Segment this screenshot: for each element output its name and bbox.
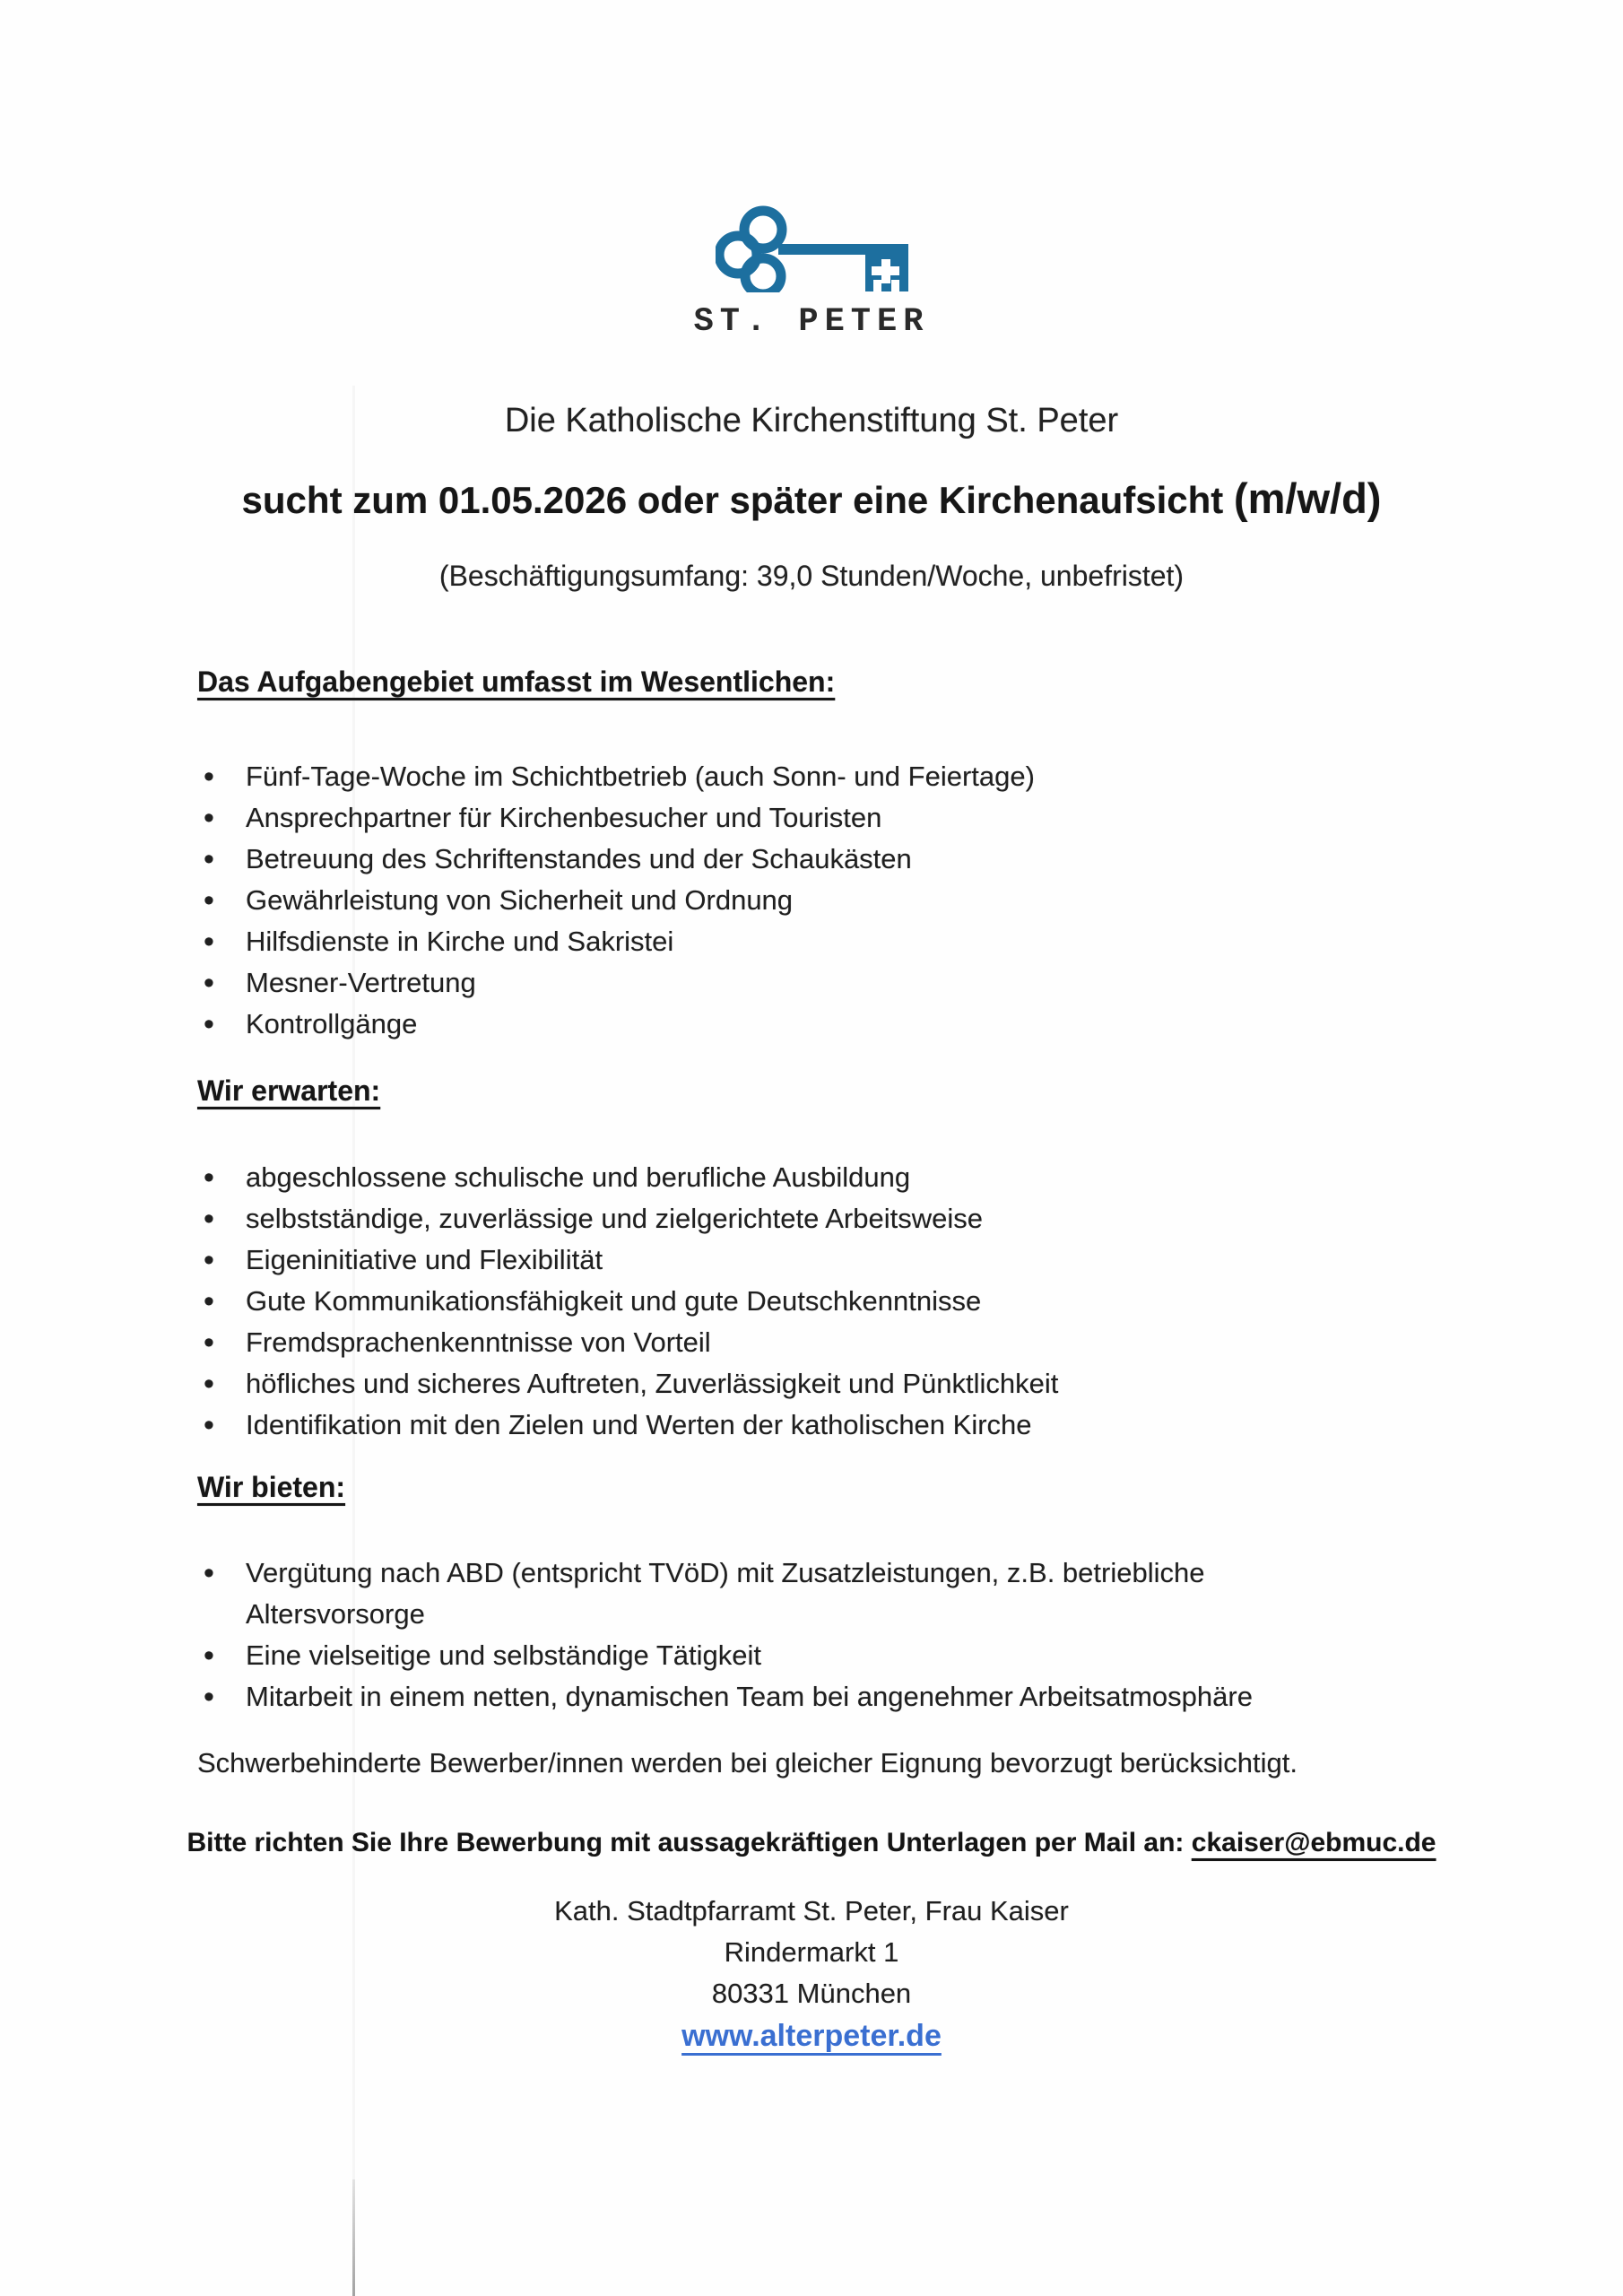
task-item: • Fünf-Tage-Woche im Schichtbetrieb (auch Sonn- und Feiertage) (246, 756, 1376, 797)
task-item: • Gewährleistung von Sicherheit und Ordnung (246, 880, 1376, 921)
offer-list (199, 1552, 1515, 1718)
address-block (0, 1891, 1623, 2057)
task-item: • Betreuung des Schriftenstandes und der Schaukästen (246, 839, 1376, 880)
offer-item: • Mitarbeit in einem netten, dynamischen Team bei angenehmer Arbeitsatmosphäre (246, 1676, 1376, 1718)
org-title: Die Katholische Kirchenstiftung St. Peter (504, 402, 1119, 439)
section-heading-expectations (197, 1074, 380, 1108)
expectation-item: • Fremdsprachenkenntnisse von Vorteil (246, 1322, 1376, 1363)
task-item: • Mesner-Vertretung (246, 962, 1376, 1004)
equal-opportunity-note: Schwerbehinderte Bewerber/innen werden bei gleicher Eignung bevorzugt berücksichtigt. (197, 1747, 1298, 1779)
section-heading-tasks-text: Das Aufgabengebiet umfasst im Wesentlichen: (197, 665, 836, 698)
expectation-item: • höfliches und sicheres Auftreten, Zuverlässigkeit und Pünktlichkeit (246, 1363, 1376, 1405)
section-heading-tasks (197, 665, 835, 699)
headline (0, 474, 1623, 523)
website-link[interactable]: www.alterpeter.de (681, 2019, 942, 2053)
section-heading-expectations-text: Wir erwarten: (197, 1074, 381, 1107)
application-instruction-text: Bitte richten Sie Ihre Bewerbung mit aussagekräftigen Unterlagen per Mail an: (187, 1828, 1185, 1857)
headline-suffix: (m/w/d) (1233, 474, 1382, 522)
employment-scope-note: (Beschäftigungsumfang: 39,0 Stunden/Woche, unbefristet) (438, 560, 1185, 592)
task-item: • Hilfsdienste in Kirche und Sakristei (246, 921, 1376, 962)
logo-caption: ST. PETER (693, 303, 930, 341)
scan-crease-artifact-dark (352, 2179, 355, 2296)
address-line-2: Rindermarkt 1 (724, 1936, 899, 1968)
st-peter-key-icon (716, 204, 908, 292)
expectation-item: • Eigeninitiative und Flexibilität (246, 1239, 1376, 1281)
address-line-1: Kath. Stadtpfarramt St. Peter, Frau Kaiser (554, 1895, 1069, 1926)
expectation-item: • abgeschlossene schulische und berufliche Ausbildung (246, 1157, 1376, 1198)
expectations-list (199, 1157, 1515, 1446)
offer-item: • Eine vielseitige und selbständige Tätigkeit (246, 1635, 1376, 1676)
logo (0, 204, 1623, 341)
task-item: • Kontrollgänge (246, 1004, 1376, 1045)
offer-item: • Vergütung nach ABD (entspricht TVöD) mit Zusatzleistungen, z.B. betriebliche Altersvorsorge (246, 1552, 1376, 1635)
expectation-item: • Identifikation mit den Zielen und Werten der katholischen Kirche (246, 1405, 1376, 1446)
tasks-list (199, 756, 1515, 1045)
section-heading-offer-text: Wir bieten: (197, 1471, 346, 1503)
application-instruction (0, 1822, 1623, 1863)
application-email-link[interactable]: ckaiser@ebmuc.de (1191, 1828, 1436, 1857)
section-heading-offer (197, 1471, 345, 1504)
task-item: • Ansprechpartner für Kirchenbesucher und Touristen (246, 797, 1376, 839)
address-line-3: 80331 München (711, 1978, 912, 2009)
expectation-item: • selbstständige, zuverlässige und zielgerichtete Arbeitsweise (246, 1198, 1376, 1239)
expectation-item: • Gute Kommunikationsfähigkeit und gute Deutschkenntnisse (246, 1281, 1376, 1322)
headline-text: sucht zum 01.05.2026 oder später eine Kirchenaufsicht (241, 479, 1224, 521)
